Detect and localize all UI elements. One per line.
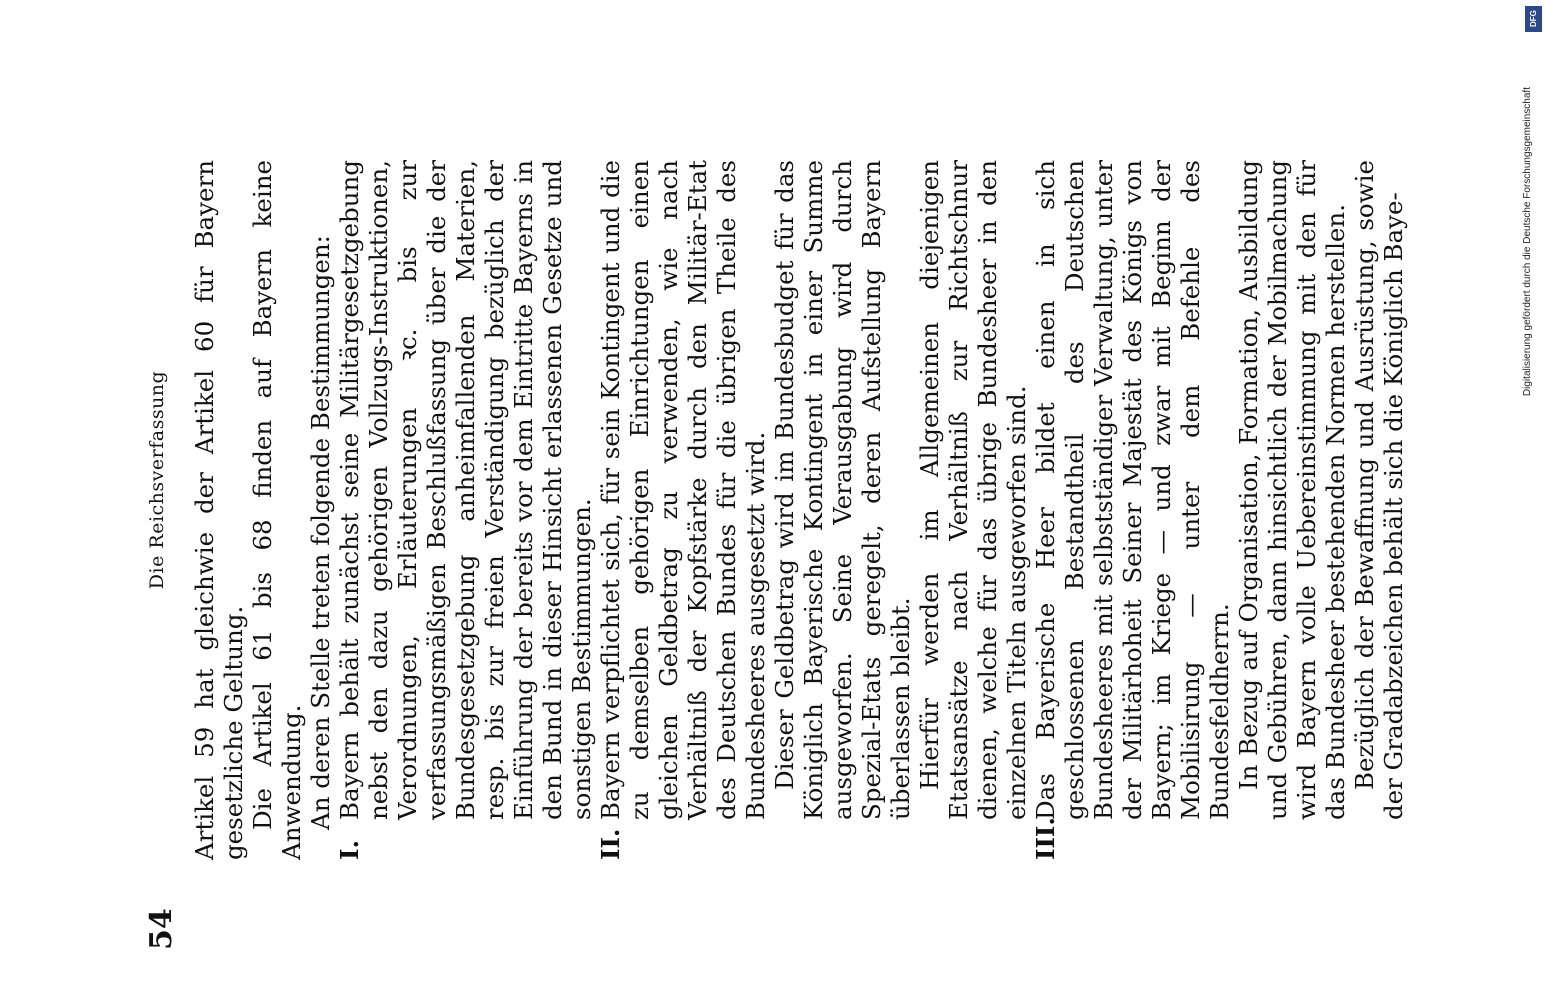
digitization-credit [1522, 6, 1542, 396]
digitization-credit-text: Digitalisierung gefördert durch die Deutsche Forschungsgemeinschaft [1522, 86, 1533, 396]
running-head: Die Reichsverfassung [146, 370, 168, 590]
section-iii [1031, 160, 1234, 860]
section-ii-paragraph-2: Dieser Geldbetrag wird im Bundesbudget für das Königlich Bayerische Kontingent in einer Summe ausgeworfen. Seine Verausgabung wird durch Spezial-Etats geregelt, deren Aufstellung Bayern überlassen bleibt. [770, 160, 915, 820]
paragraph-article-59: Artikel 59 hat gleichwie der Artikel 60 für Bayern gesetzliche Geltung. [190, 160, 248, 860]
section-iii-paragraph-3: Bezüglich der Bewaffnung und Ausrüstung, sowie der Gradabzeichen behält sich die Königlich Baye- [1350, 160, 1408, 820]
document-page [140, 100, 1408, 950]
paragraph-articles-61-68: Die Artikel 61 bis 68 finden auf Bayern keine Anwendung. [248, 160, 306, 860]
section-ii-paragraph-3: Hierfür werden im Allgemeinen diejenigen Etatsansätze nach Verhältniß zur Richtschnur dienen, welche für das übrige Bundesheer in den einzelnen Titeln ausgeworfen sind. [915, 160, 1031, 820]
section-i-text: Bayern behält zunächst seine Militärgesetzgebung nebst den dazu gehörigen Vollzugs-Instruktionen, Verordnungen, Erläuterungen ꝛc. bis zur verfassungsmäßigen Beschlußfassung über die der Bundesgesetzgebung anheimfallenden Materien, resp. bis zur freien Verständigung bezüglich der Einführung der bereits vor dem Eintritte Bayerns in den Bund in dieser Hinsicht erlassenen Gesetze und sonstigen Bestimmungen. [335, 160, 596, 820]
section-iii-number: III. [1031, 817, 1060, 860]
section-ii-number: II. [596, 828, 625, 860]
section-i [335, 160, 596, 860]
section-i-number: I. [335, 840, 364, 860]
paragraph-provisions-intro: An deren Stelle treten folgende Bestimmungen: [306, 235, 335, 830]
body-text [190, 160, 1408, 860]
section-iii-text: Das Bayerische Heer bildet einen in sich geschlossenen Bestandtheil des Deutschen Bundesheeres mit selbstständiger Verwaltung, unter der Militärhoheit Seiner Majestät des Königs von Bayern; im Kriege — und zwar mit Beginn der Mobilisirung — unter dem Befehle des Bundesfeldherrn. [1031, 160, 1234, 820]
section-iii-paragraph-2: In Bezug auf Organisation, Formation, Ausbildung und Gebühren, dann hinsichtlich der Mobilmachung wird Bayern volle Uebereinstimmung mit den für das Bundesheer bestehenden Normen herstellen. [1234, 160, 1350, 820]
page-number: 54 [144, 908, 179, 950]
dfg-logo: DFG [1525, 6, 1542, 32]
section-ii-text: Bayern verpflichtet sich, für sein Kontingent und die zu demselben gehörigen Einrichtungen einen gleichen Geldbetrag zu verwenden, wie nach Verhältniß der Kopfstärke durch den Militär-Etat des Deutschen Bundes für die übrigen Theile des Bundesheeres ausgesetzt wird. [596, 160, 770, 820]
section-ii [596, 160, 770, 860]
